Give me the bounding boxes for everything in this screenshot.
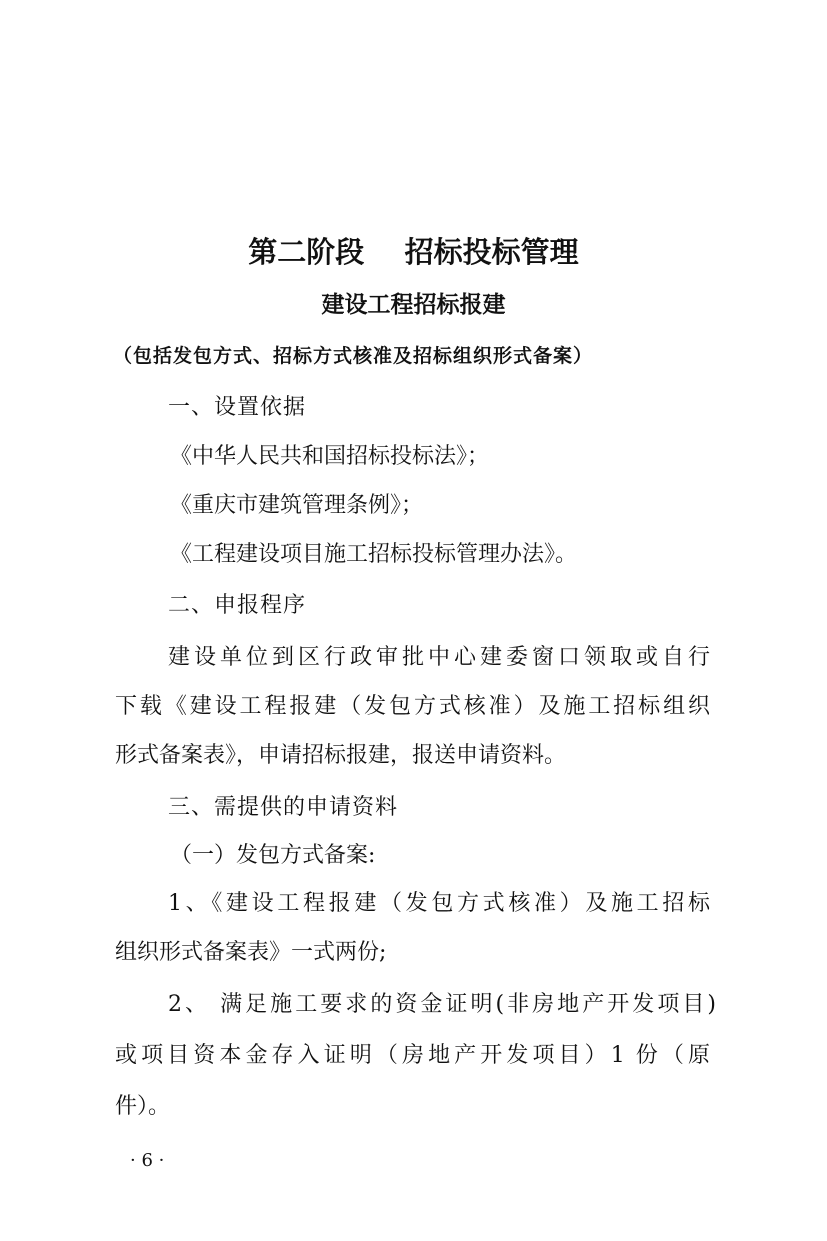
law-item: 《工程建设项目施工招标投标管理办法》。	[170, 542, 578, 567]
material-item-line: 1、《建设工程报建（发包方式核准）及施工招标	[168, 891, 710, 916]
procedure-line: 形式备案表》，申请招标报建，报送申请资料。	[115, 743, 567, 768]
materials-subheading: （一）发包方式备案:	[170, 843, 376, 868]
law-item: 《重庆市建筑管理条例》；	[170, 493, 424, 518]
subtitle-note: （包括发包方式、招标方式核准及招标组织形式备案）	[113, 345, 594, 367]
material-item-line: 2、 满足施工要求的资金证明(非房地产开发项目)	[168, 992, 716, 1017]
procedure-line: 建设单位到区行政审批中心建委窗口领取或自行	[168, 645, 710, 670]
subtitle: 建设工程招标报建	[321, 291, 506, 318]
page-title: 第二阶段 招标投标管理	[248, 235, 579, 269]
section-heading-procedure: 二、申报程序	[168, 593, 307, 618]
section-heading-basis: 一、设置依据	[168, 395, 307, 420]
material-item-line: 件）。	[115, 1094, 171, 1119]
section-heading-materials: 三、需提供的申请资料	[168, 795, 399, 820]
page-number: · 6 ·	[130, 1150, 165, 1171]
material-item-line: 组织形式备案表》一式两份;	[115, 940, 387, 965]
procedure-line: 下载《建设工程报建（发包方式核准）及施工招标组织	[115, 694, 710, 719]
law-item: 《中华人民共和国招标投标法》；	[170, 444, 490, 469]
material-item-line: 或项目资本金存入证明（房地产开发项目）1 份（原	[115, 1043, 710, 1068]
